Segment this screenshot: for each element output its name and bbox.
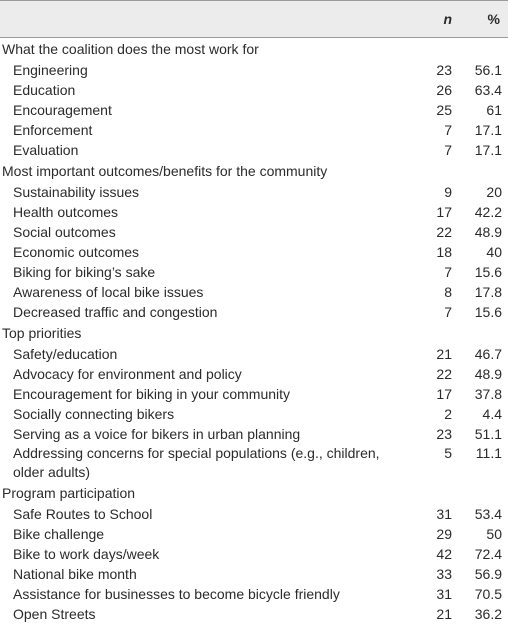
table-row	[0, 100, 508, 120]
row-percent: 50	[486, 526, 502, 542]
row-percent: 61	[486, 102, 502, 118]
row-count: 7	[444, 122, 452, 138]
row-count: 22	[436, 366, 452, 382]
section-title: Top priorities	[2, 325, 82, 341]
row-percent: 46.7	[474, 346, 502, 362]
row-count: 25	[436, 102, 452, 118]
table-row	[0, 140, 508, 160]
row-count: 21	[436, 606, 452, 622]
row-label: Bike to work days/week	[13, 546, 160, 562]
table-row	[0, 604, 508, 624]
row-percent: 40	[486, 244, 502, 260]
row-count: 9	[444, 184, 452, 200]
row-percent: 53.4	[474, 506, 502, 522]
row-count: 22	[436, 224, 452, 240]
n-column-header: n	[443, 11, 452, 27]
row-percent: 48.9	[474, 366, 502, 382]
row-label: Addressing concerns for special populations (e.g., children, older adults)	[13, 445, 380, 480]
row-label: Sustainability issues	[13, 184, 140, 200]
row-count: 29	[436, 526, 452, 542]
table-row	[0, 60, 508, 80]
table-body	[0, 38, 508, 624]
row-count: 21	[436, 346, 452, 362]
row-percent: 70.5	[474, 586, 502, 602]
table-row	[0, 424, 508, 444]
row-label: Engineering	[13, 62, 88, 78]
table-row	[0, 302, 508, 322]
table-row	[0, 344, 508, 364]
row-label: Bike challenge	[13, 526, 105, 542]
row-label: Economic outcomes	[13, 244, 140, 260]
table-row	[0, 182, 508, 202]
table-row	[0, 364, 508, 384]
row-count: 42	[436, 546, 452, 562]
row-label: Serving as a voice for bikers in urban planning	[13, 426, 301, 442]
row-label: Social outcomes	[13, 224, 116, 240]
row-label: Awareness of local bike issues	[13, 284, 204, 300]
table-row	[0, 524, 508, 544]
row-count: 7	[444, 142, 452, 158]
row-label: Encouragement	[13, 102, 112, 118]
row-percent: 4.4	[482, 406, 502, 422]
row-count: 23	[436, 426, 452, 442]
table-row	[0, 80, 508, 100]
row-percent: 56.1	[474, 62, 502, 78]
row-percent: 17.1	[474, 122, 502, 138]
row-count: 31	[436, 586, 452, 602]
row-count: 18	[436, 244, 452, 260]
row-label: Socially connecting bikers	[13, 406, 175, 422]
row-label: Biking for biking’s sake	[13, 264, 156, 280]
table-row	[0, 544, 508, 564]
row-percent: 20	[486, 184, 502, 200]
row-label: Open Streets	[13, 606, 96, 622]
row-percent: 42.2	[474, 204, 502, 220]
table-row	[0, 384, 508, 404]
row-percent: 11.1	[475, 445, 502, 461]
table-row	[0, 262, 508, 282]
row-label: National bike month	[13, 566, 137, 582]
table-row	[0, 282, 508, 302]
row-label: Enforcement	[13, 122, 93, 138]
row-count: 5	[444, 445, 452, 461]
row-percent: 48.9	[474, 224, 502, 240]
row-label: Safety/education	[13, 346, 118, 362]
row-label: Encouragement for biking in your community	[13, 386, 291, 402]
row-percent: 15.6	[474, 264, 502, 280]
row-label: Evaluation	[13, 142, 79, 158]
table-row	[0, 242, 508, 262]
row-percent: 15.6	[474, 304, 502, 320]
row-count: 2	[444, 406, 452, 422]
row-percent: 37.8	[474, 386, 502, 402]
row-count: 26	[436, 82, 452, 98]
table-row	[0, 504, 508, 524]
row-label: Decreased traffic and congestion	[13, 304, 218, 320]
row-count: 17	[436, 386, 452, 402]
table-row	[0, 584, 508, 604]
row-label: Health outcomes	[13, 204, 119, 220]
row-count: 7	[444, 264, 452, 280]
row-label: Safe Routes to School	[13, 506, 153, 522]
row-count: 8	[444, 284, 452, 300]
table-row	[0, 202, 508, 222]
table-header	[0, 1, 508, 37]
row-percent: 17.1	[474, 142, 502, 158]
table-row	[0, 222, 508, 242]
row-count: 33	[436, 566, 452, 582]
table-row	[0, 564, 508, 584]
row-count: 7	[444, 304, 452, 320]
row-label: Education	[13, 82, 76, 98]
section-title: Program participation	[2, 485, 136, 501]
row-percent: 17.8	[474, 284, 502, 300]
row-percent: 72.4	[474, 546, 502, 562]
row-percent: 63.4	[474, 82, 502, 98]
row-label: Assistance for businesses to become bicycle friendly	[13, 586, 340, 602]
row-percent: 51.1	[474, 426, 502, 442]
row-percent: 36.2	[474, 606, 502, 622]
row-count: 23	[436, 62, 452, 78]
section-title: What the coalition does the most work for	[2, 41, 259, 57]
row-percent: 56.9	[474, 566, 502, 582]
section-title: Most important outcomes/benefits for the community	[2, 163, 328, 179]
row-count: 17	[436, 204, 452, 220]
table-row	[0, 444, 508, 482]
table-row	[0, 120, 508, 140]
percent-column-header: %	[487, 11, 500, 27]
table-row	[0, 404, 508, 424]
row-count: 31	[436, 506, 452, 522]
row-label: Advocacy for environment and policy	[13, 366, 242, 382]
